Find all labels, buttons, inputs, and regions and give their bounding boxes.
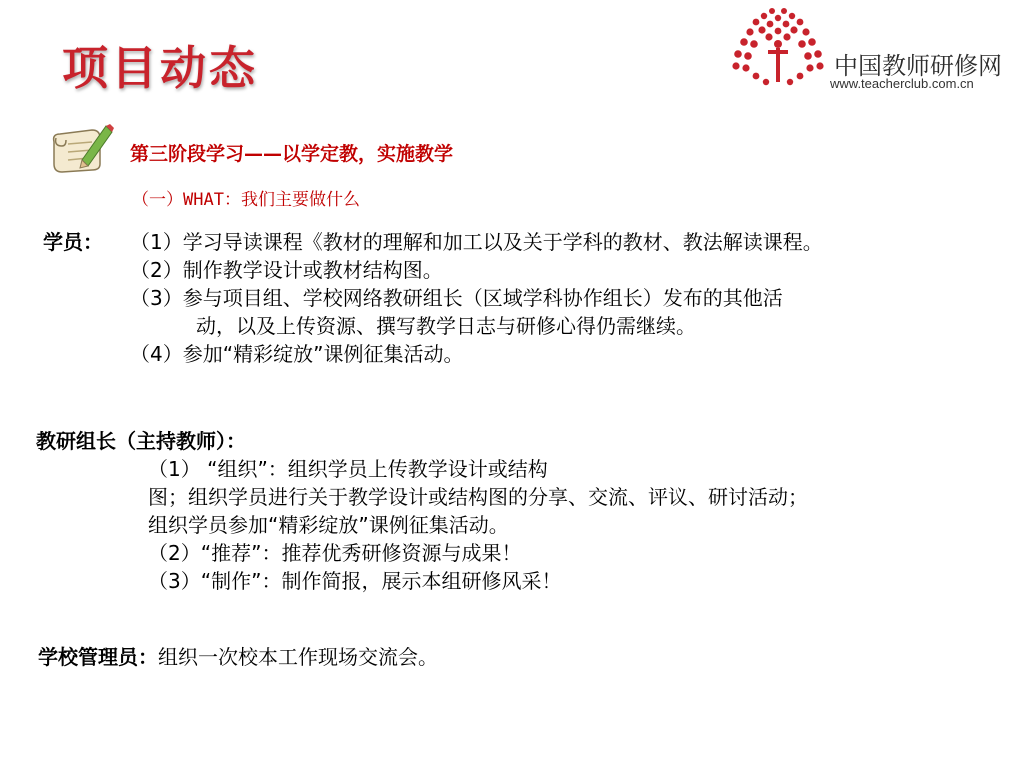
logo-name: 中国教师研修网 (834, 52, 1002, 80)
logo-url: www.teacherclub.com.cn (830, 76, 974, 91)
list-item: （3）参与项目组、学校网络教研组长（区域学科协作组长）发布的其他活 (130, 286, 783, 310)
admin-label: 学校管理员： (38, 645, 158, 669)
logo (726, 4, 1016, 94)
list-item: （1） “组织”：组织学员上传教学设计或结构 (148, 457, 548, 481)
page-title: 项目动态 (62, 41, 258, 95)
leaders-list (148, 455, 808, 595)
stage-heading: 第三阶段学习——以学定教，实施教学 (130, 143, 454, 165)
list-item: （3）“制作”：制作简报，展示本组研修风采！ (148, 569, 562, 593)
list-item-continuation: 图；组织学员进行关于教学设计或结构图的分享、交流、评议、研讨活动； (148, 485, 808, 509)
list-item: （1）学习导读课程《教材的理解和加工以及关于学科的教材、教法解读课程。 (130, 230, 823, 254)
what-subheading: （一）WHAT：我们主要做什么 (132, 190, 360, 210)
list-item: （2）制作教学设计或教材结构图。 (130, 258, 443, 282)
admin-text: 组织一次校本工作现场交流会。 (158, 645, 438, 669)
leaders-label: 教研组长（主持教师）： (36, 429, 246, 453)
list-item: （4）参加“精彩绽放”课例征集活动。 (130, 342, 464, 366)
admin-line (38, 643, 438, 671)
students-label: 学员： (43, 230, 103, 254)
list-item: （2）“推荐”：推荐优秀研修资源与成果！ (148, 541, 522, 565)
list-item-continuation: 组织学员参加“精彩绽放”课例征集活动。 (148, 513, 509, 537)
scroll-pen-icon (48, 120, 114, 178)
students-list (130, 228, 823, 368)
list-item-continuation: 动，以及上传资源、撰写教学日志与研修心得仍需继续。 (196, 314, 696, 338)
logo-mark-icon (726, 4, 830, 94)
